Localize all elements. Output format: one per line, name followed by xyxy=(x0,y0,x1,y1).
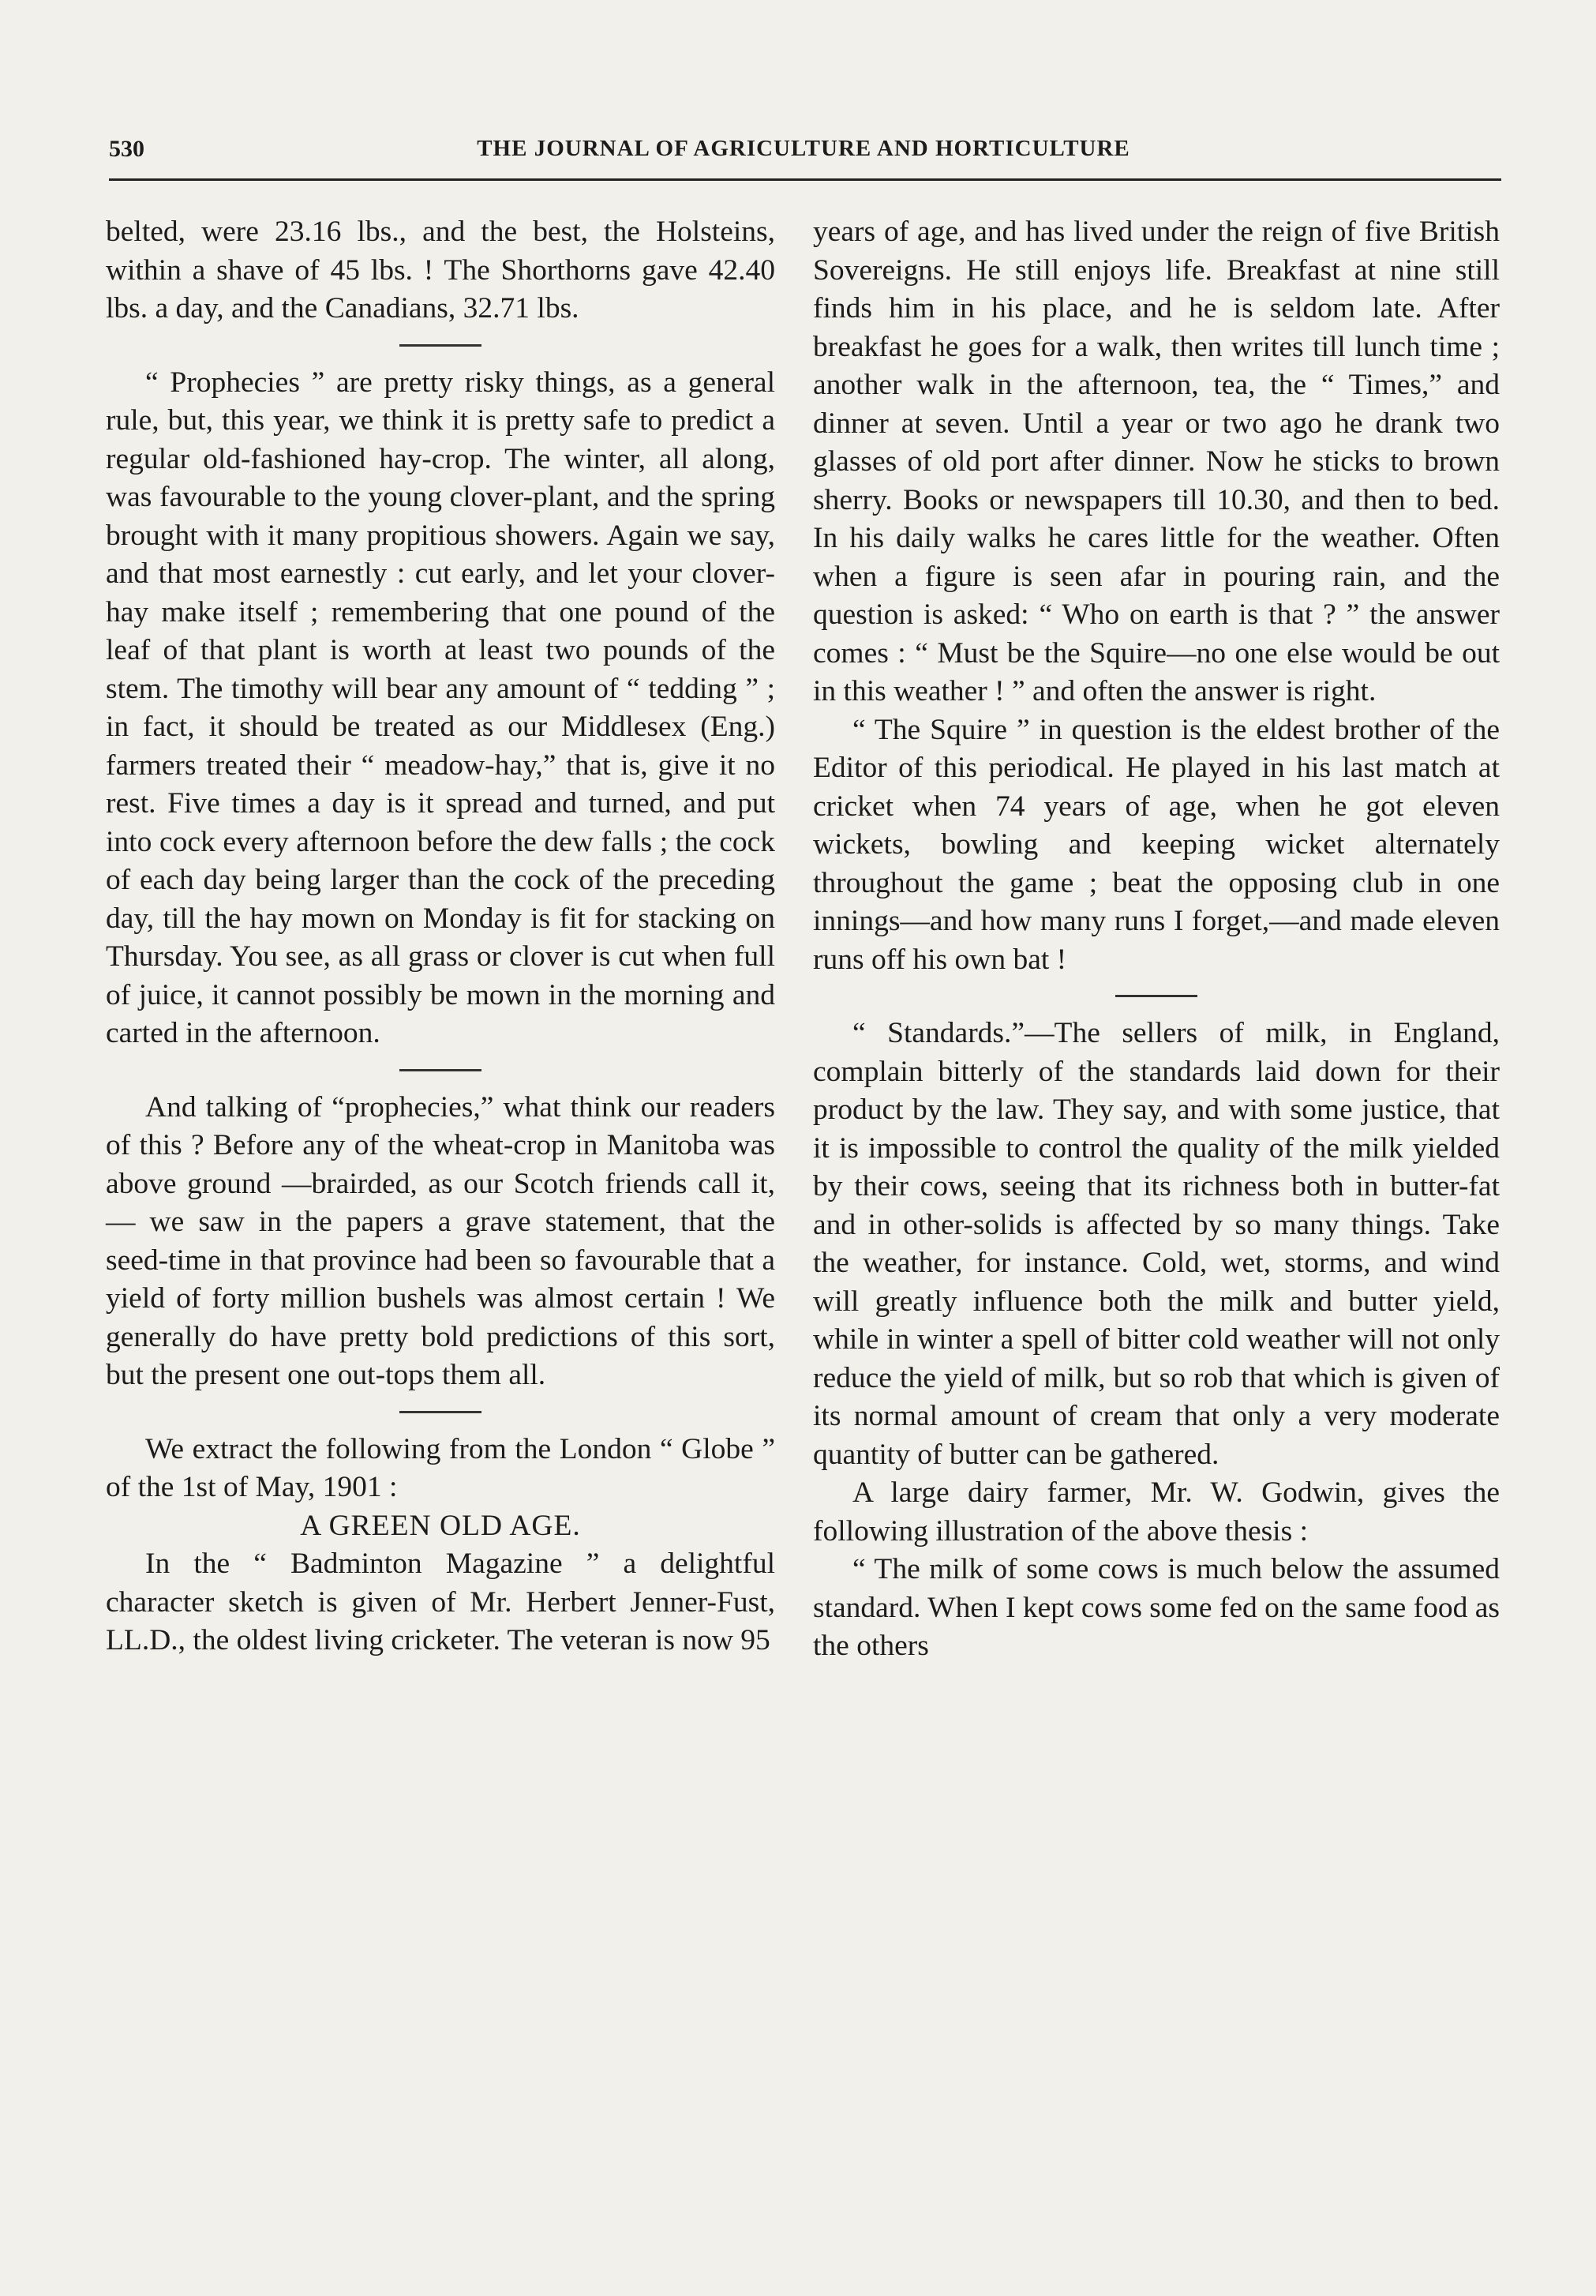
paragraph-hay-crop: “ Prophecies ” are pretty risky things, as a general rule, but, this year, we think it is pretty safe to predict a regular old-fashioned hay-crop. The winter, all along, was favourable to the young clover-plant, and the spring brought with it many propitious showers. Again we say, and that most earnestly : cut early, and let your clover-hay make itself ; remembering that one pound of the leaf of that plant is worth at least two pounds of the stem. The timothy will bear any amount of “ tedding ” ; in fact, it should be treated as our Middlesex (Eng.) farmers treated their “ meadow-hay,” that is, give it no rest. Five times a day is it spread and turned, and put into cock every afternoon before the dew falls ; the cock of each day being larger than the cock of the preceding day, till the hay mown on Monday is fit for stacking on Thursday. You see, as all grass or clover is cut when full of juice, it cannot possibly be mown in the morning and carted in the afternoon. xyxy=(106,366,775,1049)
left-column xyxy=(106,213,775,1660)
running-title: THE JOURNAL OF AGRICULTURE AND HORTICULTURE xyxy=(477,136,1130,161)
paragraph-globe-extract: We extract the following from the London “ Globe ” of the 1st of May, 1901 : xyxy=(106,1432,775,1503)
paragraph-standards: “ Standards.”—The sellers of milk, in England, complain bitterly of the standards laid down for their product by the law. They say, and with some justice, that it is impossible to control the quality of the milk yielded by their cows, seeing that its richness both in butter-fat and in other-solids is affected by so many things. Take the weather, for instance. Cold, wet, storms, and wind will greatly influence both the milk and butter yield, while in winter a spell of bitter cold weather will not only reduce the yield of milk, but so rob that which is given of its normal amount of cream that only a very moderate quantity of butter can be gathered. xyxy=(813,1017,1500,1471)
subheading-green-old-age: A GREEN OLD AGE. xyxy=(300,1509,581,1542)
section-divider xyxy=(1115,995,1197,997)
section-divider xyxy=(399,1069,481,1071)
paragraph-squire-cricket: “ The Squire ” in question is the eldest brother of the Editor of this periodical. He played in his last match at cricket when 74 years of age, when he got eleven wickets, bowling and keeping wicket alternately throughout the game ; beat the opposing club in one innings—and how many runs I forget,—and made eleven runs off his own bat ! xyxy=(813,713,1500,976)
paragraph-badminton: In the “ Badminton Magazine ” a delightful character sketch is given of Mr. Herbert Jenner-Fust, LL.D., the oldest living cricketer. The veteran is now 95 xyxy=(106,1548,775,1656)
page-number: 530 xyxy=(109,136,144,162)
header-rule xyxy=(109,178,1501,181)
paragraph-prophecies: And talking of “prophecies,” what think our readers of this ? Before any of the wheat-crop in Manitoba was above ground —brairded, as our Scotch friends call it,— we saw in the papers a grave statement, that the seed-time in that province had been so favourable that a yield of forty million bushels was almost certain ! We generally do have pretty bold predictions of this sort, but the present one out-tops them all. xyxy=(106,1090,775,1391)
paragraph-squire-routine: years of age, and has lived under the reign of five British Sovereigns. He still enjoys life. Breakfast at nine still finds him in his place, and he is seldom late. After breakfast he goes for a walk, then writes till lunch time ; another walk in the afternoon, tea, the “ Times,” and dinner at seven. Until a year or two ago he drank two glasses of old port after dinner. Now he sticks to brown sherry. Books or newspapers till 10.30, and then to bed. In his daily walks he cares little for the weather. Often when a figure is seen afar in pouring rain, and the question is asked: “ Who on earth is that ? ” the answer comes : “ Must be the Squire—no one else would be out in this weather ! ” and often the answer is right. xyxy=(813,216,1500,707)
paragraph-godwin: A large dairy farmer, Mr. W. Godwin, gives the following illustration of the above thesis : xyxy=(813,1476,1500,1548)
paragraph-dairy-results: belted, were 23.16 lbs., and the best, the Holsteins, within a shave of 45 lbs. ! The Shorthorns gave 42.40 lbs. a day, and the Canadians, 32.71 lbs. xyxy=(106,216,775,325)
page-header xyxy=(109,136,1498,178)
right-column xyxy=(813,213,1500,1666)
paragraph-godwin-quote: “ The milk of some cows is much below the assumed standard. When I kept cows some fed on the same food as the others xyxy=(813,1553,1500,1662)
section-divider xyxy=(399,1411,481,1413)
section-divider xyxy=(399,344,481,347)
